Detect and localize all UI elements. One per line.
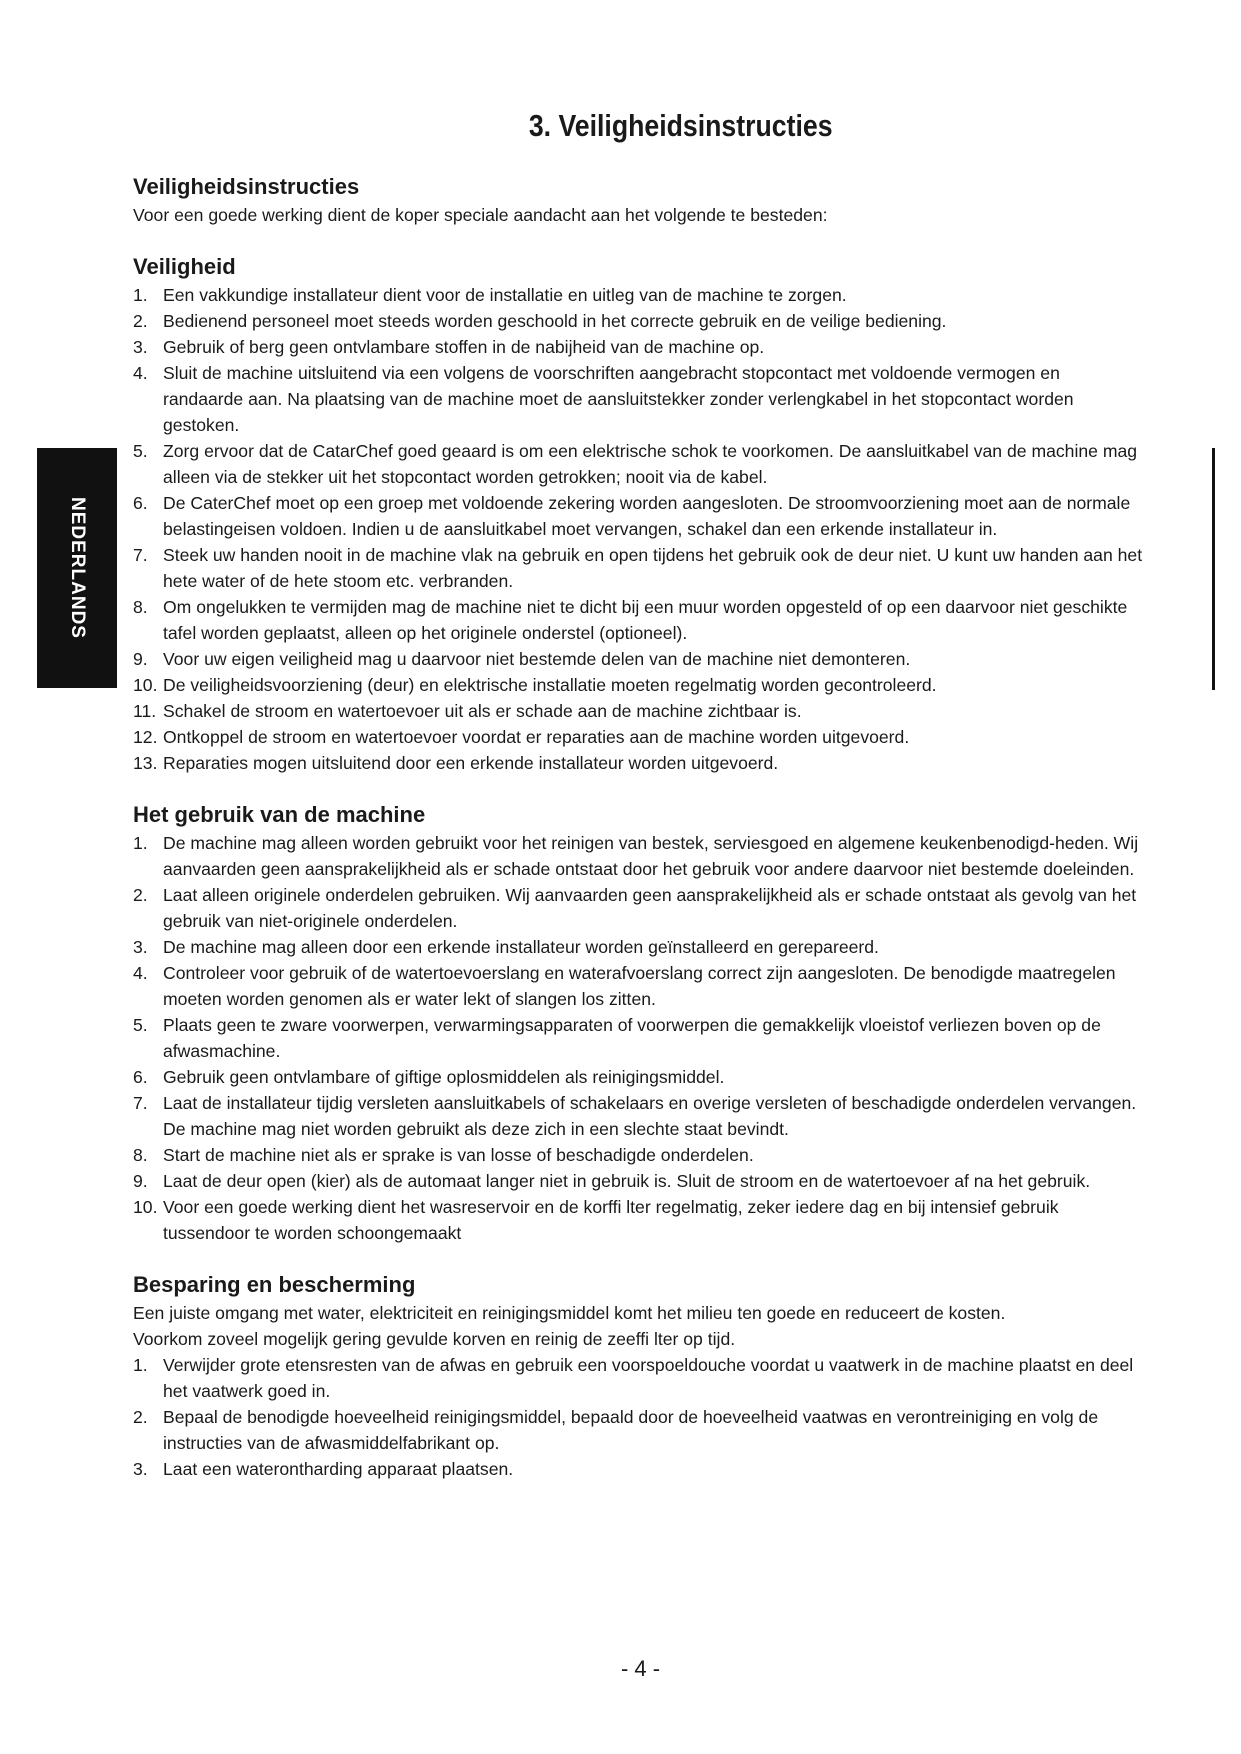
list-item [133, 542, 1143, 594]
list-item [133, 1352, 1143, 1404]
item-number: 10. [133, 675, 158, 695]
item-text: Start de machine niet als er sprake is van losse of beschadigde onderdelen. [163, 1145, 754, 1165]
content [133, 172, 1143, 1506]
item-text: De machine mag alleen door een erkende installateur worden geïnstalleerd en gerepareerd. [163, 937, 879, 957]
list-item [133, 750, 1143, 776]
item-text: Laat een waterontharding apparaat plaatsen. [163, 1459, 514, 1479]
item-number: 8. [133, 597, 148, 617]
item-number: 9. [133, 649, 148, 669]
list-item [133, 1194, 1143, 1246]
item-text: Bepaal de benodigde hoeveelheid reinigingsmiddel, bepaald door de hoeveelheid vaatwas en verontreiniging en volg de instructies van de afwasmiddelfabrikant op. [163, 1407, 1099, 1453]
list-item [133, 672, 1143, 698]
item-text: Laat alleen originele onderdelen gebruiken. Wij aanvaarden geen aansprakelijkheid als er schade ontstaat als gevolg van het gebruik van niet-originele onderdelen. [163, 885, 1137, 931]
item-text: Om ongelukken te vermijden mag de machine niet te dicht bij een muur worden opgesteld of op een daarvoor niet geschikte tafel worden geplaatst, alleen op het originele onderstel (optioneel). [163, 597, 1128, 643]
item-number: 1. [133, 833, 148, 853]
item-number: 1. [133, 1355, 148, 1375]
item-number: 8. [133, 1145, 148, 1165]
section-heading-safety: Veiligheid [133, 254, 236, 279]
safety-list [133, 282, 1143, 776]
section-safety [133, 252, 1143, 776]
page-number: - 4 - [620, 1656, 661, 1681]
list-item [133, 1168, 1143, 1194]
side-rule [1212, 448, 1215, 690]
item-number: 5. [133, 441, 148, 461]
language-tab [37, 448, 117, 688]
item-text: Reparaties mogen uitsluitend door een erkende installateur worden uitgevoerd. [163, 753, 779, 773]
item-text: De veiligheidsvoorziening (deur) en elektrische installatie moeten regelmatig worden gecontroleerd. [163, 675, 937, 695]
section-usage [133, 800, 1143, 1246]
item-number: 6. [133, 1067, 148, 1087]
item-number: 3. [133, 337, 148, 357]
item-text: Laat de deur open (kier) als de automaat langer niet in gebruik is. Sluit de stroom en de watertoevoer af na het gebruik. [163, 1171, 1091, 1191]
item-number: 2. [133, 885, 148, 905]
item-text: Gebruik geen ontvlambare of giftige oplosmiddelen als reinigingsmiddel. [163, 1067, 725, 1087]
list-item [133, 334, 1143, 360]
item-text: Een vakkundige installateur dient voor de installatie en uitleg van de machine te zorgen. [163, 285, 847, 305]
item-number: 3. [133, 937, 148, 957]
item-number: 7. [133, 545, 148, 565]
list-item [133, 594, 1143, 646]
item-number: 9. [133, 1171, 148, 1191]
saving-text-2: Voorkom zoveel mogelijk gering gevulde korven en reinig de zeeffi lter op tijd. [133, 1329, 736, 1349]
item-text: De CaterChef moet op een groep met voldoende zekering worden aangesloten. De stroomvoorziening moet aan de normale belastingeisen voldoen. Indien u de aansluitkabel moet vervangen, schakel dan een erkende installateur in. [163, 493, 1131, 539]
item-text: Gebruik of berg geen ontvlambare stoffen in de nabijheid van de machine op. [163, 337, 765, 357]
page-title: 3. Veiligheidsinstructies [528, 108, 833, 143]
item-text: Verwijder grote etensresten van de afwas en gebruik een voorspoeldouche voordat u vaatwerk in de machine plaatst en deel het vaatwerk goed in. [163, 1355, 1134, 1401]
list-item [133, 646, 1143, 672]
item-number: 4. [133, 363, 148, 383]
list-item [133, 282, 1143, 308]
intro-text: Voor een goede werking dient de koper speciale aandacht aan het volgende te besteden: [133, 205, 828, 225]
item-text: Voor uw eigen veiligheid mag u daarvoor niet bestemde delen van de machine niet demonteren. [163, 649, 911, 669]
section-intro [133, 172, 1143, 228]
saving-text-1: Een juiste omgang met water, elektriciteit en reinigingsmiddel komt het milieu ten goede en reduceert de kosten. [133, 1303, 1006, 1323]
item-number: 6. [133, 493, 148, 513]
item-number: 1. [133, 285, 148, 305]
list-item [133, 698, 1143, 724]
item-text: Sluit de machine uitsluitend via een volgens de voorschriften aangebracht stopcontact met voldoende vermogen en randaarde aan. Na plaatsing van de machine moet de aansluitstekker zonder verlengkabel in het stopcontact worden gestoken. [163, 363, 1074, 435]
item-text: Controleer voor gebruik of de watertoevoerslang en waterafvoerslang correct zijn aangesloten. De benodigde maatregelen moeten worden genomen als er water lekt of slangen los zitten. [163, 963, 1116, 1009]
item-number: 4. [133, 963, 148, 983]
item-number: 2. [133, 1407, 148, 1427]
usage-list [133, 830, 1143, 1246]
list-item [133, 960, 1143, 1012]
item-number: 11. [133, 701, 157, 721]
item-text: Bedienend personeel moet steeds worden geschoold in het correcte gebruik en de veilige bediening. [163, 311, 947, 331]
item-text: Voor een goede werking dient het wasreservoir en de korffi lter regelmatig, zeker iedere dag en bij intensief gebruik tussendoor te worden schoongemaakt [163, 1197, 1059, 1243]
section-heading-saving: Besparing en bescherming [133, 1272, 416, 1297]
saving-list [133, 1352, 1143, 1482]
item-text: Steek uw handen nooit in de machine vlak na gebruik en open tijdens het gebruik ook de deur niet. U kunt uw handen aan het hete water of de hete stoom etc. verbranden. [163, 545, 1143, 591]
list-item [133, 308, 1143, 334]
language-tab-label: NEDERLANDS [67, 497, 88, 639]
list-item [133, 882, 1143, 934]
item-text: Schakel de stroom en watertoevoer uit als er schade aan de machine zichtbaar is. [163, 701, 802, 721]
item-text: Ontkoppel de stroom en watertoevoer voordat er reparaties aan de machine worden uitgevoerd. [163, 727, 910, 747]
item-text: Laat de installateur tijdig versleten aansluitkabels of schakelaars en overige versleten of beschadigde onderdelen vervangen. De machine mag niet worden gebruikt als deze zich in een slechte staat bevindt. [163, 1093, 1137, 1139]
section-saving [133, 1270, 1143, 1482]
list-item [133, 934, 1143, 960]
list-item [133, 360, 1143, 438]
item-number: 13. [133, 753, 158, 773]
list-item [133, 1064, 1143, 1090]
item-text: Zorg ervoor dat de CatarChef goed geaard is om een elektrische schok te voorkomen. De aansluitkabel van de machine mag alleen via de stekker uit het stopcontact worden getrokken; nooit via de kabel. [163, 441, 1138, 487]
list-item [133, 1404, 1143, 1456]
item-text: Plaats geen te zware voorwerpen, verwarmingsapparaten of voorwerpen die gemakkelijk vloeistof verliezen boven op de afwasmachine. [163, 1015, 1101, 1061]
item-number: 5. [133, 1015, 148, 1035]
item-number: 12. [133, 727, 158, 747]
list-item [133, 438, 1143, 490]
item-number: 10. [133, 1197, 158, 1217]
section-heading-usage: Het gebruik van de machine [133, 802, 426, 827]
list-item [133, 490, 1143, 542]
item-text: De machine mag alleen worden gebruikt voor het reinigen van bestek, serviesgoed en algemene keukenbenodigd-heden. Wij aanvaarden geen aansprakelijkheid als er schade ontstaat door het gebruik voor andere daarvoor niet bestemde doeleinden. [163, 833, 1139, 879]
list-item [133, 1012, 1143, 1064]
item-number: 2. [133, 311, 148, 331]
item-number: 3. [133, 1459, 148, 1479]
list-item [133, 1142, 1143, 1168]
list-item [133, 830, 1143, 882]
section-heading-intro: Veiligheidsinstructies [133, 174, 360, 199]
list-item [133, 1456, 1143, 1482]
item-number: 7. [133, 1093, 148, 1113]
list-item [133, 724, 1143, 750]
list-item [133, 1090, 1143, 1142]
